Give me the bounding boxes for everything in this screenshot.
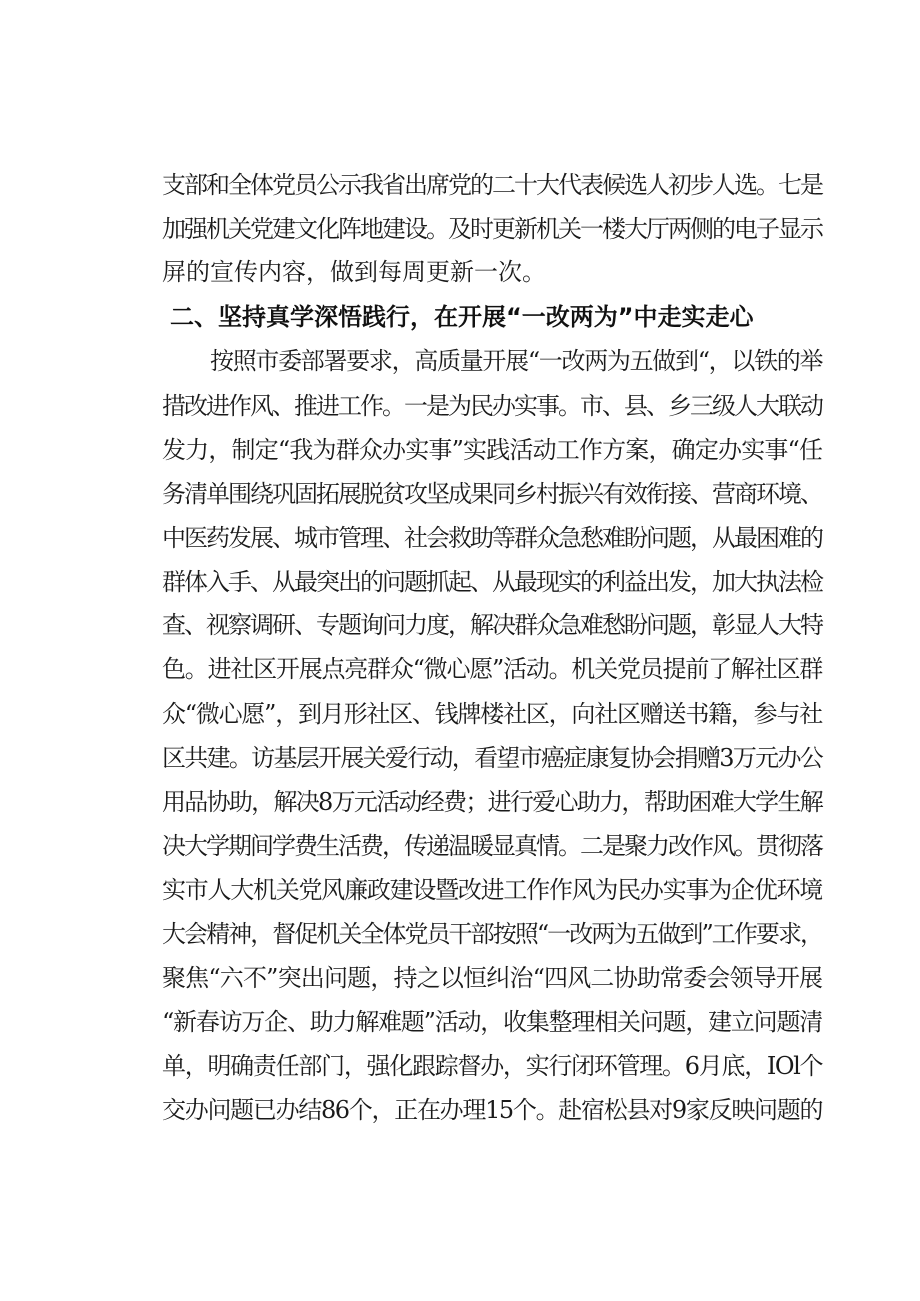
paragraph-2-line-18: 交办问题已办结86个，正在办理15个。赴宿松县对9家反映问题的 [162,1096,822,1124]
paragraph-2-line-15: 聚焦“六不”突出问题，持之以恒纠治“四风二协助常委会领导开展 [162,964,822,992]
paragraph-2-line-9: 众“微心愿”，到月形社区、钱牌楼社区，向社区赠送书籍，参与社 [162,700,822,728]
paragraph-2-line-10: 区共建。访基层开展关爱行动，看望市癌症康复协会捐赠3万元办公 [162,744,822,772]
paragraph-1-line-2: 加强机关党建文化阵地建设。及时更新机关一楼大厅两侧的电子显示 [162,215,822,243]
paragraph-2-line-2: 措改进作风、推进工作。一是为民办实事。市、县、乡三级人大联动 [162,392,822,420]
paragraph-2-line-16: “新春访万企、助力解难题”活动，收集整理相关问题，建立问题清 [162,1008,822,1036]
paragraph-2-line-8: 色。进社区开展点亮群众“微心愿”活动。机关党员提前了解社区群 [162,655,822,683]
paragraph-2-line-12: 决大学期间学费生活费，传递温暖显真情。二是聚力改作风。贯彻落 [162,832,822,860]
section-heading: 二、坚持真学深悟践行，在开展“一改两为”中走实走心 [170,303,754,331]
paragraph-2-line-1: 按照市委部署要求，高质量开展“一改两为五做到“，以铁的举 [210,347,822,375]
paragraph-2-line-11: 用品协助，解决8万元活动经费；进行爱心助力，帮助困难大学生解 [162,788,822,816]
paragraph-2-line-6: 群体入手、从最突出的问题抓起、从最现实的利益出发，加大执法检 [162,568,822,596]
paragraph-2-line-3: 发力，制定“我为群众办实事”实践活动工作方案，确定办实事“任 [162,436,822,464]
paragraph-1-line-1: 支部和全体党员公示我省出席党的二十大代表候选人初步人选。七是 [162,171,822,199]
paragraph-2-line-17: 单，明确责任部门，强化跟踪督办，实行闭环管理。6月底，IOl个 [162,1052,822,1080]
paragraph-2-line-13: 实市人大机关党风廉政建设暨改进工作作风为民办实事为企优环境 [162,876,822,904]
paragraph-1-line-3: 屏的宣传内容，做到每周更新一次。 [162,258,546,286]
paragraph-2-line-4: 务清单围绕巩固拓展脱贫攻坚成果同乡村振兴有效衔接、营商环境、 [162,480,822,508]
paragraph-2-line-14: 大会精神，督促机关全体党员干部按照“一改两为五做到”工作要求， [162,920,822,948]
paragraph-2-line-7: 查、视察调研、专题询问力度，解决群众急难愁盼问题，彰显人大特 [162,611,822,639]
paragraph-2-line-5: 中医药发展、城市管理、社会救助等群众急愁难盼问题，从最困难的 [162,524,822,552]
